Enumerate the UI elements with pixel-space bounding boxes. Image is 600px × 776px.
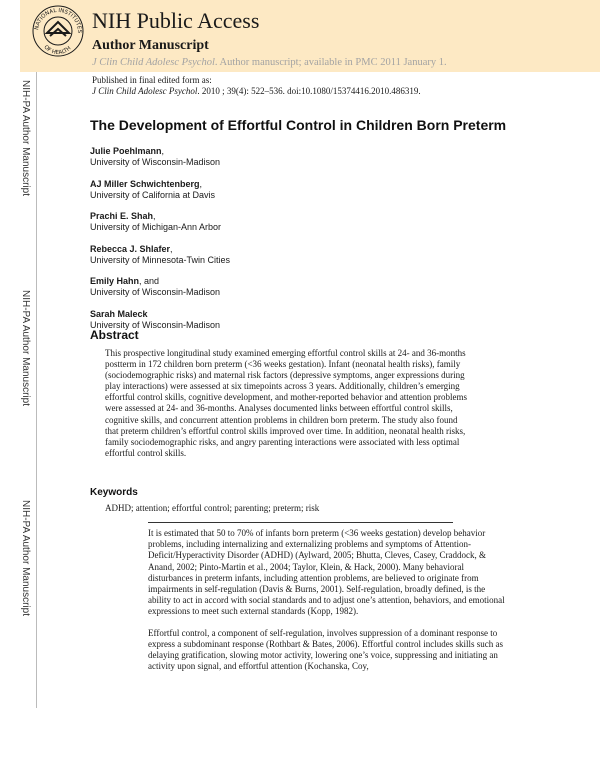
citation-journal: J Clin Child Adolesc Psychol xyxy=(92,86,198,96)
author-affiliation: University of Minnesota-Twin Cities xyxy=(90,254,231,265)
author-affiliation: University of Wisconsin-Madison xyxy=(90,157,221,167)
author-affiliation: University of Michigan-Ann Arbor xyxy=(90,222,222,232)
author-entry xyxy=(90,179,510,212)
author-name: Prachi E. Shah xyxy=(90,211,154,221)
author-suffix: , xyxy=(199,178,203,189)
sidebar-label: NIH-PA Author Manuscript xyxy=(20,290,31,406)
author-suffix: , xyxy=(161,146,165,156)
header-availability: . Author manuscript; available in PMC 2011 January 1. xyxy=(214,57,447,68)
seal-text-top: NATIONAL INSTITUTES xyxy=(34,7,83,34)
author-name: AJ Miller Schwichtenberg xyxy=(90,178,200,189)
author-suffix: , xyxy=(170,243,173,254)
manuscript-sidebar xyxy=(17,72,37,708)
sidebar-label: NIH-PA Author Manuscript xyxy=(20,80,31,196)
author-entry xyxy=(90,244,510,277)
body-paragraph: It is estimated that 50 to 70% of infants born preterm (<36 weeks gestation) develop behavior problems, including internalizing and externalizing problems and symptoms of Attention-Deficit/Hyperactivity Disorder (ADHD) (Aylward, 2005; Bhutta, Cleves, Casey, Craddock, & Anand, 2002; Pinto-Martin et al., 2004; Taylor, Klein, & Hack, 2000). Many behavioral disturbances in preterm infants, including attention problems, are believed to originate from impairments in self-regulation (Davis & Burns, 2001). Self-regulation, broadly defined, is the ability to act in accord with social standards and to adjust one’s attention, behaviors, and emotional expressions to meet such external standards (Kopp, 1982). xyxy=(148,528,505,617)
author-affiliation: University of Wisconsin-Madison xyxy=(90,287,221,297)
author-name-line xyxy=(90,244,510,255)
sidebar-label: NIH-PA Author Manuscript xyxy=(20,500,31,616)
paper-title: The Development of Effortful Control in Children Born Preterm xyxy=(90,117,507,133)
nih-seal-logo xyxy=(30,2,86,58)
author-entry xyxy=(90,309,510,342)
author-affiliation: University of California at Davis xyxy=(90,189,216,200)
author-name-line xyxy=(90,211,510,222)
header-journal-note xyxy=(92,57,447,69)
keywords-text: ADHD; attention; effortful control; parenting; preterm; risk xyxy=(105,503,320,513)
author-name: Sarah Maleck xyxy=(90,308,148,319)
abstract-heading: Abstract xyxy=(90,328,139,342)
author-suffix: , xyxy=(153,211,156,221)
author-suffix: , and xyxy=(139,276,160,286)
author-manuscript-subtitle: Author Manuscript xyxy=(92,38,209,53)
body-paragraph: Effortful control, a component of self-regulation, involves suppression of a dominant response to express a subdominant response (Rothbart & Bates, 2006). Effortful control includes skills such as delaying gratification, slowing motor activity, lowering one’s voice, suppressing and initiating an activity upon signal, and effortful attention (Kochanska, Coy, xyxy=(148,627,504,672)
author-name-line xyxy=(90,276,510,287)
nih-public-access-title: NIH Public Access xyxy=(92,8,260,33)
author-list xyxy=(90,146,510,341)
citation-line xyxy=(92,86,421,97)
section-divider xyxy=(148,522,453,523)
author-name-line xyxy=(90,309,510,320)
body-text xyxy=(148,528,506,682)
author-name-line xyxy=(90,146,510,157)
author-name-line xyxy=(90,179,510,190)
citation-details: . 2010 ; 39(4): 522–536. doi:10.1080/15374416.2010.486319. xyxy=(197,86,421,96)
seal-text-bottom: OF HEALTH xyxy=(42,44,73,57)
author-name: Emily Hahn xyxy=(90,276,140,286)
author-entry xyxy=(90,211,510,244)
author-name: Julie Poehlmann xyxy=(90,146,162,156)
abstract-text: This prospective longitudinal study examined emerging effortful control skills at 24- and 36-months postterm in 172 children born preterm (<36 weeks gestation). Infant (neonatal health risks), family (sociodemographic risks) and maternal risk factors (depressive symptoms, anger expressions during play interactions) were assessed at six timepoints across 3 years. Additionally, children’s emerging effortful control skills, cognitive development, and mother-reported behavior and attention problems were assessed at 24- and 36-months. Analyses documented links between effortful control skills, cognitive skills, and concurrent attention problems in children born preterm. The study also found that preterm children’s effortful control skills improved over time. In addition, neonatal health risks, family sociodemographic risks, and angry parenting interactions were associated with less optimal effortful control skills. xyxy=(105,348,468,458)
keywords-heading: Keywords xyxy=(90,487,138,498)
header-journal-abbrev: J Clin Child Adolesc Psychol xyxy=(92,57,215,68)
author-entry xyxy=(90,146,510,179)
published-line: Published in final edited form as: xyxy=(92,75,212,85)
nih-seal-icon xyxy=(30,2,86,58)
author-affiliation: University of Wisconsin-Madison xyxy=(90,319,221,330)
author-entry xyxy=(90,276,510,309)
author-name: Rebecca J. Shlafer xyxy=(90,243,171,254)
